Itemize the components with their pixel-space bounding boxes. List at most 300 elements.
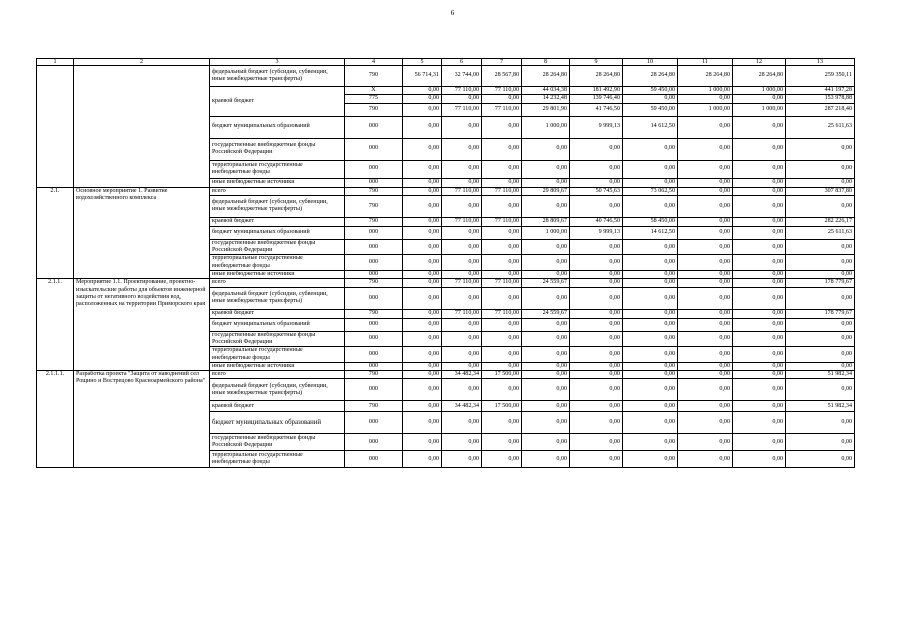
value-cell: 0,00 — [678, 178, 733, 187]
value-cell: 0,00 — [482, 178, 522, 187]
value-cell: 0,00 — [678, 401, 733, 412]
value-cell: 0,00 — [678, 95, 733, 103]
code-cell: 000 — [345, 160, 403, 178]
funding-source: государственные внебюджетные фонды Российской Федерации — [210, 434, 345, 451]
value-cell: 0,00 — [522, 318, 570, 331]
page-number: 6 — [450, 9, 455, 17]
value-cell: 28 809,67 — [522, 217, 570, 226]
value-cell: 0,00 — [678, 318, 733, 331]
funding-source: бюджет муниципальных образований — [210, 226, 345, 239]
value-cell: 0,00 — [786, 255, 855, 271]
value-cell: 0,00 — [522, 362, 570, 370]
value-cell: 0,00 — [403, 116, 442, 138]
value-cell: 0,00 — [482, 362, 522, 370]
value-cell: 0,00 — [482, 239, 522, 255]
value-cell: 44 034,38 — [522, 87, 570, 95]
value-cell: 0,00 — [570, 195, 623, 217]
value-cell: 73 062,50 — [623, 187, 678, 195]
value-cell: 0,00 — [678, 187, 733, 195]
funding-source: всего — [210, 371, 345, 379]
value-cell: 0,00 — [678, 116, 733, 138]
value-cell: 0,00 — [623, 138, 678, 160]
value-cell: 0,00 — [482, 451, 522, 468]
value-cell: 0,00 — [786, 318, 855, 331]
value-cell: 0,00 — [442, 318, 482, 331]
funding-source: государственные внебюджетные фонды Российской Федерации — [210, 239, 345, 255]
funding-source: федеральный бюджет (субсидии, субвенции, иные межбюджетные трансферты) — [210, 66, 345, 87]
value-cell: 0,00 — [570, 279, 623, 287]
value-cell: 0,00 — [733, 287, 786, 309]
value-cell: 58 450,00 — [623, 217, 678, 226]
value-cell: 0,00 — [733, 195, 786, 217]
value-cell: 0,00 — [678, 331, 733, 347]
value-cell: 0,00 — [442, 195, 482, 217]
value-cell: 0,00 — [570, 379, 623, 401]
value-cell: 0,00 — [482, 226, 522, 239]
value-cell: 0,00 — [733, 116, 786, 138]
value-cell: 0,00 — [733, 412, 786, 434]
value-cell: 0,00 — [786, 271, 855, 279]
value-cell: 0,00 — [442, 347, 482, 363]
value-cell: 59 450,00 — [623, 87, 678, 95]
value-cell: 28 264,80 — [570, 66, 623, 87]
code-cell: 000 — [345, 451, 403, 468]
value-cell: 0,00 — [570, 287, 623, 309]
value-cell: 34 482,34 — [442, 401, 482, 412]
value-cell: 0,00 — [678, 217, 733, 226]
value-cell: 0,00 — [403, 331, 442, 347]
value-cell: 77 110,00 — [482, 87, 522, 95]
value-cell: 14 612,50 — [623, 116, 678, 138]
column-number: 6 — [442, 59, 482, 66]
value-cell: 0,00 — [786, 412, 855, 434]
value-cell: 0,00 — [733, 239, 786, 255]
code-cell: 000 — [345, 362, 403, 370]
value-cell: 28 567,80 — [482, 66, 522, 87]
row-number: 2.1. — [37, 187, 74, 279]
value-cell: 0,00 — [403, 217, 442, 226]
value-cell: 0,00 — [522, 271, 570, 279]
value-cell: 0,00 — [442, 226, 482, 239]
value-cell: 0,00 — [786, 195, 855, 217]
value-cell: 51 982,34 — [786, 401, 855, 412]
value-cell: 0,00 — [623, 178, 678, 187]
value-cell: 0,00 — [570, 412, 623, 434]
column-number: 1 — [37, 59, 74, 66]
value-cell: 0,00 — [623, 331, 678, 347]
value-cell: 0,00 — [522, 451, 570, 468]
value-cell: 0,00 — [570, 178, 623, 187]
value-cell: 0,00 — [482, 434, 522, 451]
value-cell: 0,00 — [570, 255, 623, 271]
value-cell: 0,00 — [522, 160, 570, 178]
value-cell: 0,00 — [678, 160, 733, 178]
measure-name: Разработка проекта "Защита от наводнений сел Рощино и Вострецово Красноармейского района" — [74, 371, 210, 468]
value-cell: 0,00 — [403, 95, 442, 103]
value-cell: 0,00 — [403, 160, 442, 178]
value-cell: 0,00 — [403, 195, 442, 217]
value-cell: 0,00 — [678, 279, 733, 287]
value-cell: 0,00 — [442, 451, 482, 468]
code-cell: 000 — [345, 255, 403, 271]
value-cell: 0,00 — [733, 379, 786, 401]
value-cell: 77 110,00 — [482, 103, 522, 116]
value-cell: 0,00 — [403, 187, 442, 195]
value-cell: 0,00 — [733, 401, 786, 412]
value-cell: 0,00 — [678, 362, 733, 370]
value-cell: 14 612,50 — [623, 226, 678, 239]
value-cell: 0,00 — [786, 239, 855, 255]
code-cell: 000 — [345, 347, 403, 363]
value-cell: 0,00 — [623, 255, 678, 271]
value-cell: 0,00 — [570, 401, 623, 412]
value-cell: 0,00 — [403, 271, 442, 279]
value-cell: 0,00 — [733, 217, 786, 226]
value-cell: 1 000,00 — [522, 226, 570, 239]
value-cell: 34 482,34 — [442, 371, 482, 379]
value-cell: 0,00 — [522, 371, 570, 379]
funding-source: государственные внебюджетные фонды Российской Федерации — [210, 138, 345, 160]
value-cell: 287 218,40 — [786, 103, 855, 116]
code-cell: 000 — [345, 226, 403, 239]
value-cell: 0,00 — [678, 287, 733, 309]
value-cell: 0,00 — [442, 412, 482, 434]
value-cell: 0,00 — [733, 371, 786, 379]
value-cell: 0,00 — [403, 87, 442, 95]
value-cell: 0,00 — [442, 255, 482, 271]
value-cell: 0,00 — [623, 362, 678, 370]
value-cell: 77 110,00 — [482, 187, 522, 195]
value-cell: 0,00 — [678, 434, 733, 451]
table-row — [37, 279, 855, 287]
value-cell: 0,00 — [403, 347, 442, 363]
value-cell: 0,00 — [403, 287, 442, 309]
value-cell: 28 264,80 — [733, 66, 786, 87]
value-cell: 0,00 — [786, 362, 855, 370]
funding-source: всего — [210, 187, 345, 195]
value-cell: 0,00 — [570, 239, 623, 255]
value-cell: 0,00 — [623, 434, 678, 451]
value-cell: 0,00 — [733, 347, 786, 363]
value-cell: 0,00 — [733, 226, 786, 239]
column-number: 8 — [522, 59, 570, 66]
column-number: 11 — [678, 59, 733, 66]
value-cell: 0,00 — [733, 309, 786, 318]
value-cell: 0,00 — [403, 226, 442, 239]
value-cell: 0,00 — [403, 379, 442, 401]
value-cell: 139 746,40 — [570, 95, 623, 103]
value-cell: 0,00 — [522, 287, 570, 309]
value-cell: 0,00 — [733, 255, 786, 271]
value-cell: 0,00 — [403, 138, 442, 160]
code-cell: 000 — [345, 178, 403, 187]
measure-name — [74, 66, 210, 188]
value-cell: 77 110,00 — [442, 187, 482, 195]
table-row — [37, 371, 855, 379]
value-cell: 0,00 — [678, 255, 733, 271]
value-cell: 28 264,80 — [623, 66, 678, 87]
value-cell: 0,00 — [678, 239, 733, 255]
value-cell: 0,00 — [442, 287, 482, 309]
row-number: 2.1.1. — [37, 279, 74, 371]
column-number: 2 — [74, 59, 210, 66]
value-cell: 0,00 — [403, 103, 442, 116]
value-cell: 0,00 — [623, 160, 678, 178]
column-number: 7 — [482, 59, 522, 66]
budget-table — [36, 58, 855, 468]
value-cell: 0,00 — [482, 138, 522, 160]
code-cell: 790 — [345, 66, 403, 87]
value-cell: 77 110,00 — [482, 279, 522, 287]
value-cell: 0,00 — [733, 95, 786, 103]
code-cell: 000 — [345, 239, 403, 255]
value-cell: 17 500,00 — [482, 371, 522, 379]
column-number: 12 — [733, 59, 786, 66]
funding-source: бюджет муниципальных образований — [210, 412, 345, 434]
code-cell: 790 — [345, 309, 403, 318]
value-cell: 0,00 — [733, 318, 786, 331]
value-cell: 0,00 — [482, 95, 522, 103]
value-cell: 0,00 — [678, 271, 733, 279]
value-cell: 0,00 — [623, 195, 678, 217]
code-cell: 000 — [345, 318, 403, 331]
funding-source: краевой бюджет — [210, 401, 345, 412]
value-cell: 0,00 — [522, 255, 570, 271]
value-cell: 0,00 — [482, 195, 522, 217]
value-cell: 0,00 — [482, 318, 522, 331]
row-number — [37, 66, 74, 188]
value-cell: 0,00 — [678, 226, 733, 239]
funding-source: иные внебюджетные источники — [210, 271, 345, 279]
value-cell: 0,00 — [482, 116, 522, 138]
value-cell: 0,00 — [442, 331, 482, 347]
column-number: 9 — [570, 59, 623, 66]
value-cell: 178 779,67 — [786, 309, 855, 318]
funding-source: территориальные государственные внебюджетные фонды — [210, 347, 345, 363]
value-cell: 0,00 — [482, 160, 522, 178]
value-cell: 0,00 — [570, 451, 623, 468]
value-cell: 0,00 — [733, 434, 786, 451]
value-cell: 0,00 — [403, 255, 442, 271]
value-cell: 0,00 — [522, 138, 570, 160]
value-cell: 0,00 — [623, 318, 678, 331]
value-cell: 0,00 — [522, 178, 570, 187]
column-number: 3 — [210, 59, 345, 66]
value-cell: 9 999,13 — [570, 226, 623, 239]
value-cell: 0,00 — [442, 271, 482, 279]
value-cell: 0,00 — [733, 178, 786, 187]
code-cell: 790 — [345, 371, 403, 379]
value-cell: 0,00 — [522, 195, 570, 217]
value-cell: 0,00 — [678, 309, 733, 318]
value-cell: 0,00 — [733, 362, 786, 370]
value-cell: 0,00 — [570, 138, 623, 160]
funding-source: краевой бюджет — [210, 217, 345, 226]
value-cell: 28 264,80 — [678, 66, 733, 87]
value-cell: 0,00 — [786, 160, 855, 178]
value-cell: 1 000,00 — [733, 87, 786, 95]
value-cell: 1 000,00 — [733, 103, 786, 116]
code-cell: 775 — [345, 95, 403, 103]
value-cell: 0,00 — [522, 412, 570, 434]
value-cell: 0,00 — [522, 379, 570, 401]
value-cell: 0,00 — [403, 178, 442, 187]
value-cell: 181 492,90 — [570, 87, 623, 95]
value-cell: 0,00 — [623, 287, 678, 309]
value-cell: 0,00 — [403, 362, 442, 370]
value-cell: 0,00 — [623, 239, 678, 255]
value-cell: 77 110,00 — [442, 309, 482, 318]
value-cell: 307 837,80 — [786, 187, 855, 195]
value-cell: 24 559,67 — [522, 309, 570, 318]
value-cell: 77 110,00 — [442, 87, 482, 95]
value-cell: 441 197,28 — [786, 87, 855, 95]
value-cell: 0,00 — [786, 434, 855, 451]
value-cell: 0,00 — [678, 138, 733, 160]
value-cell: 0,00 — [678, 195, 733, 217]
code-cell: 790 — [345, 103, 403, 116]
value-cell: 153 978,88 — [786, 95, 855, 103]
value-cell: 259 350,11 — [786, 66, 855, 87]
value-cell: 0,00 — [786, 379, 855, 401]
funding-source: бюджет муниципальных образований — [210, 116, 345, 138]
code-cell: 000 — [345, 434, 403, 451]
value-cell: 24 559,67 — [522, 279, 570, 287]
value-cell: 0,00 — [403, 434, 442, 451]
funding-source: федеральный бюджет (субсидии, субвенции, иные межбюджетные трансферты) — [210, 195, 345, 217]
value-cell: 51 982,34 — [786, 371, 855, 379]
value-cell: 0,00 — [623, 271, 678, 279]
code-cell: 000 — [345, 287, 403, 309]
funding-source: краевой бюджет — [210, 309, 345, 318]
value-cell: 0,00 — [442, 160, 482, 178]
code-cell: 000 — [345, 412, 403, 434]
value-cell: 0,00 — [623, 412, 678, 434]
value-cell: 0,00 — [570, 271, 623, 279]
value-cell: 1 000,00 — [678, 87, 733, 95]
value-cell: 0,00 — [442, 362, 482, 370]
value-cell: 77 110,00 — [482, 309, 522, 318]
value-cell: 0,00 — [786, 451, 855, 468]
code-cell: 790 — [345, 401, 403, 412]
value-cell: 77 110,00 — [442, 279, 482, 287]
value-cell: 25 611,63 — [786, 116, 855, 138]
value-cell: 0,00 — [522, 331, 570, 347]
funding-source: иные внебюджетные источники — [210, 178, 345, 187]
value-cell: 0,00 — [403, 401, 442, 412]
value-cell: 0,00 — [482, 379, 522, 401]
value-cell: 0,00 — [522, 401, 570, 412]
value-cell: 0,00 — [678, 371, 733, 379]
funding-source: краевой бюджет — [210, 87, 345, 117]
funding-source: территориальные государственные внебюджетные фонды — [210, 255, 345, 271]
funding-source: иные внебюджетные источники — [210, 362, 345, 370]
value-cell: 14 232,48 — [522, 95, 570, 103]
code-cell: 000 — [345, 116, 403, 138]
value-cell: 0,00 — [403, 239, 442, 255]
value-cell: 0,00 — [403, 309, 442, 318]
value-cell: 28 264,80 — [522, 66, 570, 87]
value-cell: 0,00 — [403, 412, 442, 434]
code-cell: 790 — [345, 195, 403, 217]
value-cell: 0,00 — [733, 279, 786, 287]
value-cell: 0,00 — [570, 362, 623, 370]
value-cell: 0,00 — [522, 347, 570, 363]
value-cell: 0,00 — [733, 160, 786, 178]
code-cell: 000 — [345, 138, 403, 160]
value-cell: 0,00 — [482, 287, 522, 309]
column-number: 5 — [403, 59, 442, 66]
value-cell: 0,00 — [623, 279, 678, 287]
value-cell: 0,00 — [522, 239, 570, 255]
funding-source: бюджет муниципальных образований — [210, 318, 345, 331]
value-cell: 0,00 — [733, 187, 786, 195]
value-cell: 0,00 — [482, 331, 522, 347]
measure-name: Основное мероприятие 1. Развитие водохозяйственного комплекса — [74, 187, 210, 279]
value-cell: 0,00 — [678, 379, 733, 401]
value-cell: 0,00 — [403, 279, 442, 287]
value-cell: 32 744,00 — [442, 66, 482, 87]
value-cell: 0,00 — [482, 255, 522, 271]
row-number: 2.1.1.1. — [37, 371, 74, 468]
value-cell: 0,00 — [786, 347, 855, 363]
value-cell: 0,00 — [733, 138, 786, 160]
code-cell: 790 — [345, 187, 403, 195]
value-cell: 0,00 — [442, 178, 482, 187]
value-cell: 0,00 — [623, 401, 678, 412]
value-cell: 0,00 — [678, 347, 733, 363]
value-cell: 0,00 — [482, 347, 522, 363]
value-cell: 0,00 — [570, 434, 623, 451]
code-cell: 790 — [345, 279, 403, 287]
value-cell: 25 611,63 — [786, 226, 855, 239]
value-cell: 0,00 — [570, 160, 623, 178]
value-cell: 282 226,17 — [786, 217, 855, 226]
funding-source: территориальные государственные внебюджетные фонды — [210, 451, 345, 468]
value-cell: 0,00 — [678, 451, 733, 468]
funding-source: государственные внебюджетные фонды Российской Федерации — [210, 331, 345, 347]
value-cell: 0,00 — [570, 318, 623, 331]
value-cell: 0,00 — [733, 451, 786, 468]
value-cell: 0,00 — [786, 331, 855, 347]
value-cell: 1 000,00 — [678, 103, 733, 116]
table-row — [37, 66, 855, 87]
value-cell: 0,00 — [403, 318, 442, 331]
value-cell: 0,00 — [482, 412, 522, 434]
value-cell: 0,00 — [522, 434, 570, 451]
code-cell: 000 — [345, 331, 403, 347]
value-cell: 0,00 — [623, 309, 678, 318]
value-cell: 0,00 — [442, 434, 482, 451]
measure-name: Мероприятие 1.1. Проектирование, проектно-изыскательские работы для объектов инженерной защиты от негативного воздействия вод, расположенных на территории Приморского края — [74, 279, 210, 371]
code-cell: 000 — [345, 271, 403, 279]
value-cell: 1 000,00 — [522, 116, 570, 138]
code-cell: 000 — [345, 379, 403, 401]
value-cell: 178 779,67 — [786, 279, 855, 287]
funding-source: федеральный бюджет (субсидии, субвенции, иные межбюджетные трансферты) — [210, 379, 345, 401]
value-cell: 0,00 — [570, 309, 623, 318]
value-cell: 77 110,00 — [442, 217, 482, 226]
value-cell: 41 746,50 — [570, 103, 623, 116]
value-cell: 0,00 — [403, 451, 442, 468]
value-cell: 0,00 — [442, 379, 482, 401]
column-number: 10 — [623, 59, 678, 66]
funding-source: всего — [210, 279, 345, 287]
value-cell: 0,00 — [786, 287, 855, 309]
value-cell: 77 110,00 — [442, 103, 482, 116]
value-cell: 0,00 — [623, 371, 678, 379]
value-cell: 0,00 — [482, 271, 522, 279]
